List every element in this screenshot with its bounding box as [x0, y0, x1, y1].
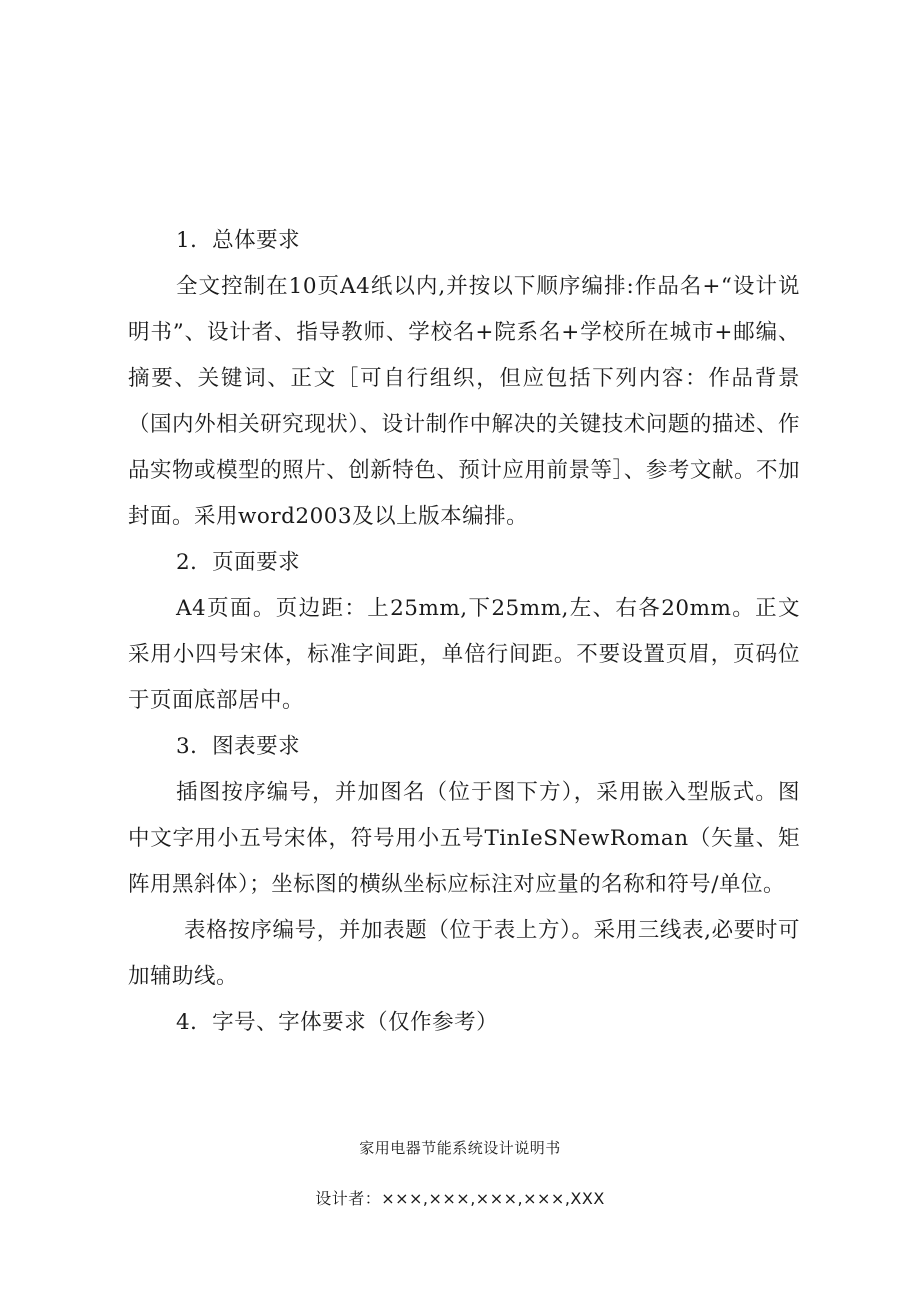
paragraph-figure-requirements: 插图按序编号，并加图名（位于图下方），采用嵌入型版式。图中文字用小五号宋体，符号用小五号TinIeSNewRoman（矢量、矩阵用黑斜体）；坐标图的横纵坐标应标注对应量的名称和符号/单位。 — [128, 780, 800, 897]
section-heading-fonts: 4．字号、字体要求（仅作参考） — [176, 1010, 499, 1035]
section-heading-general: 1．总体要求 — [176, 228, 301, 253]
section-heading-figures: 3．图表要求 — [176, 734, 301, 759]
sample-document-title: 家用电器节能系统设计说明书 — [359, 1139, 561, 1157]
section-heading-page: 2．页面要求 — [176, 550, 301, 575]
paragraph-table-requirements: 表格按序编号，并加表题（位于表上方）。采用三线表,必要时可加辅助线。 — [128, 918, 800, 989]
sample-authors-line: 设计者：×××,×××,×××,×××,XXX — [315, 1189, 605, 1208]
document-body — [128, 218, 800, 1046]
paragraph-page-requirements: A4页面。页边距：上25mm,下25mm,左、右各20mm。正文采用小四号宋体，标准字间距，单倍行间距。不要设置页眉，页码位于页面底部居中。 — [128, 596, 800, 713]
paragraph-general-requirements: 全文控制在10页A4纸以内,并按以下顺序编排:作品名+“设计说明书”、设计者、指导教师、学校名+院系名+学校所在城市+邮编、摘要、关键词、正文［可自行组织，但应包括下列内容：作品背景（国内外相关研究现状）、设计制作中解决的关键技术问题的描述、作品实物或模型的照片、创新特色、预计应用前景等］、参考文献。不加封面。采用word2003及以上版本编排。 — [128, 274, 800, 529]
